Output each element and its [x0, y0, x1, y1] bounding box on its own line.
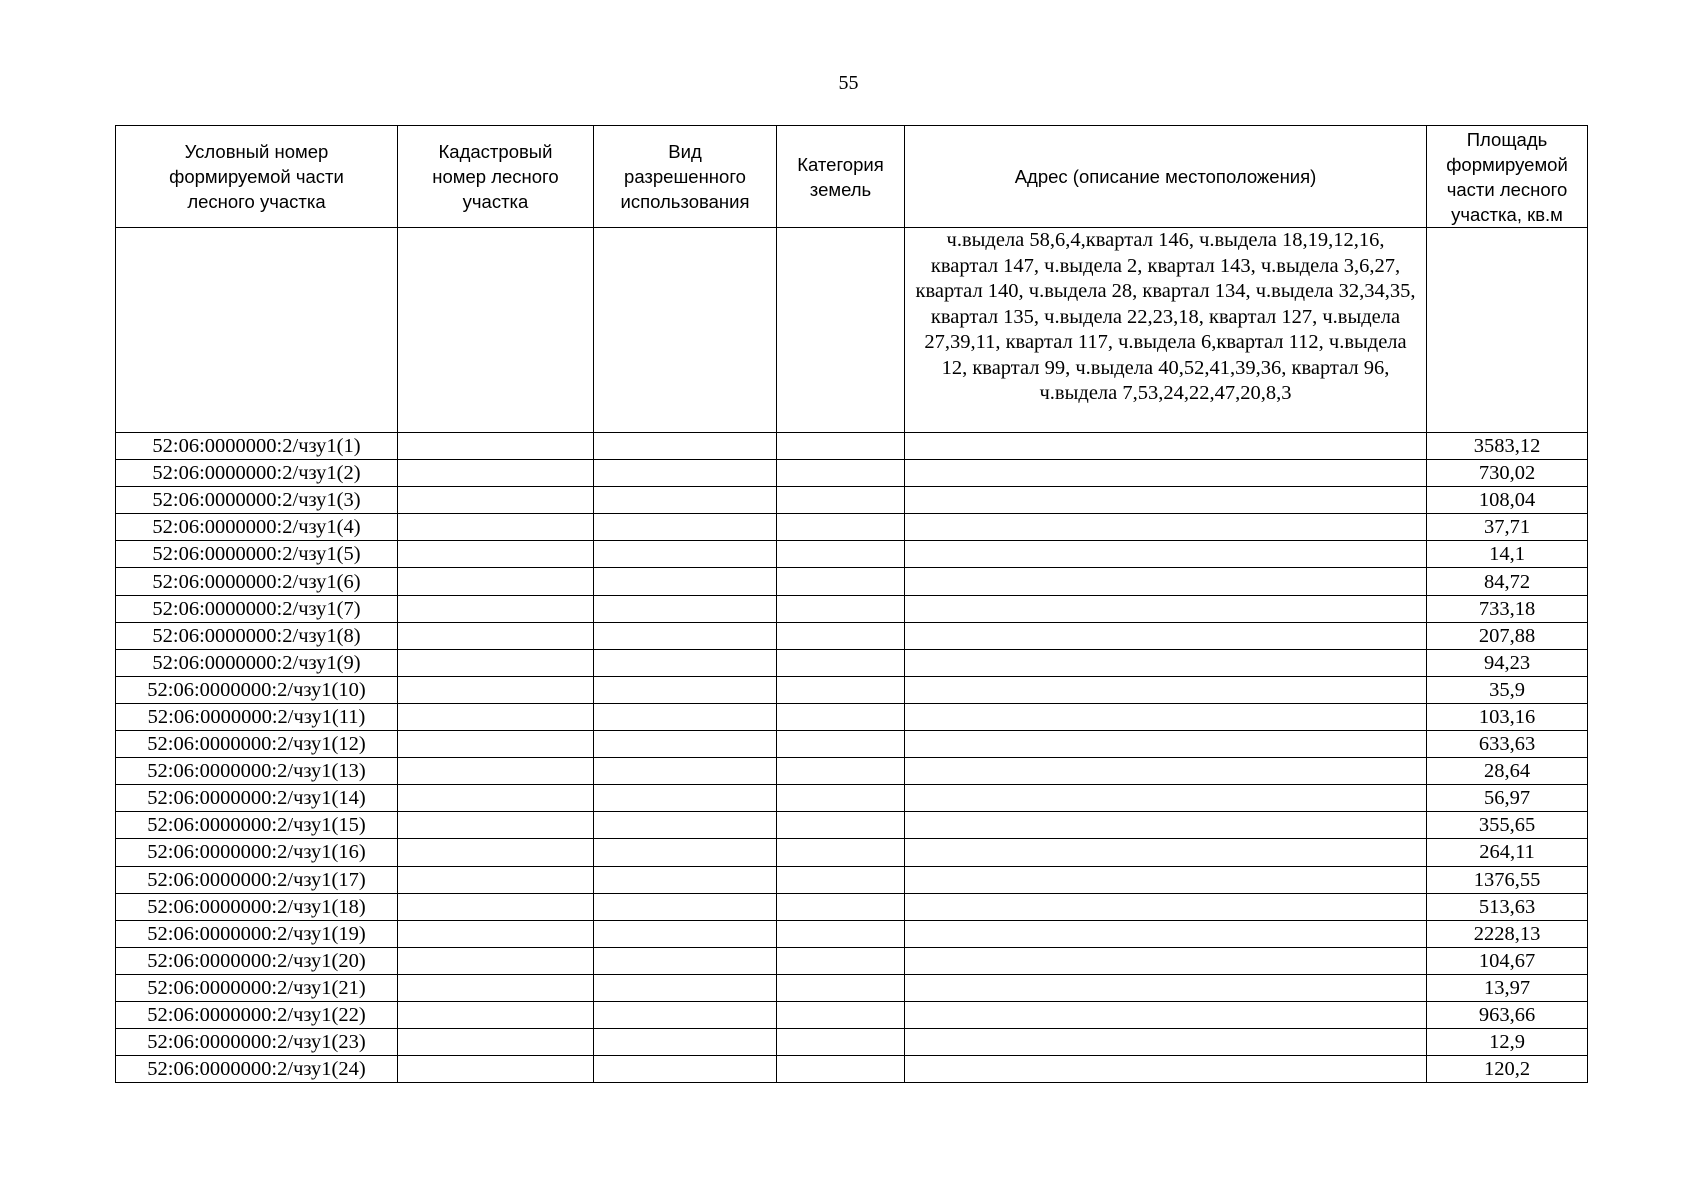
- table-cell: [594, 228, 777, 433]
- table-cell: [398, 514, 594, 541]
- table-cell: [398, 703, 594, 730]
- table-cell: [777, 1029, 905, 1056]
- table-cell: [777, 622, 905, 649]
- table-cell: [594, 460, 777, 487]
- parcel-number-cell: 52:06:0000000:2/чзу1(12): [116, 731, 398, 758]
- area-cell: 12,9: [1427, 1029, 1588, 1056]
- parcel-number-cell: 52:06:0000000:2/чзу1(2): [116, 460, 398, 487]
- area-cell: 2228,13: [1427, 920, 1588, 947]
- table-row: [116, 812, 1588, 839]
- table-cell: [777, 1056, 905, 1083]
- area-cell: 103,16: [1427, 703, 1588, 730]
- parcel-number-cell: 52:06:0000000:2/чзу1(9): [116, 649, 398, 676]
- parcel-number-cell: 52:06:0000000:2/чзу1(22): [116, 1001, 398, 1028]
- table-cell: [905, 460, 1427, 487]
- table-row: [116, 514, 1588, 541]
- table-cell: [398, 893, 594, 920]
- table-cell: [777, 758, 905, 785]
- area-cell: 730,02: [1427, 460, 1588, 487]
- table-cell: [398, 622, 594, 649]
- table-row: [116, 433, 1588, 460]
- area-cell: 120,2: [1427, 1056, 1588, 1083]
- address-continuation-row: [116, 228, 1588, 433]
- parcel-number-cell: 52:06:0000000:2/чзу1(16): [116, 839, 398, 866]
- table-cell: [777, 676, 905, 703]
- parcel-number-cell: 52:06:0000000:2/чзу1(24): [116, 1056, 398, 1083]
- table-cell: [1427, 228, 1588, 433]
- table-cell: [594, 433, 777, 460]
- table-cell: [777, 514, 905, 541]
- area-cell: 355,65: [1427, 812, 1588, 839]
- address-text: ч.выдела 58,6,4,квартал 146, ч.выдела 18,19,12,16, квартал 147, ч.выдела 2, квартал 143, ч.выдела 3,6,27, квартал 140, ч.выдела 28, квартал 134, ч.выдела 32,34,35, квартал 135, ч.выдела 22,23,18, квартал 127, ч.выдела 27,39,11, квартал 117, ч.выдела 6,квартал 112, ч.выдела 12, квартал 99, ч.выдела 40,52,41,39,36, квартал 96, ч.выдела 7,53,24,22,47,20,8,3: [915, 229, 1416, 404]
- table-cell: [398, 541, 594, 568]
- area-cell: 13,97: [1427, 974, 1588, 1001]
- table-row: [116, 866, 1588, 893]
- table-cell: [905, 893, 1427, 920]
- parcel-number-cell: 52:06:0000000:2/чзу1(19): [116, 920, 398, 947]
- parcel-number-cell: 52:06:0000000:2/чзу1(23): [116, 1029, 398, 1056]
- table-cell: [905, 839, 1427, 866]
- parcel-number-cell: 52:06:0000000:2/чзу1(11): [116, 703, 398, 730]
- table-cell: [398, 595, 594, 622]
- table-cell: [777, 839, 905, 866]
- table-cell: [398, 1056, 594, 1083]
- table-cell: [594, 487, 777, 514]
- table-cell: [398, 1029, 594, 1056]
- table-cell: [905, 433, 1427, 460]
- table-cell: [905, 622, 1427, 649]
- parcel-number-cell: 52:06:0000000:2/чзу1(18): [116, 893, 398, 920]
- area-cell: 3583,12: [1427, 433, 1588, 460]
- table-cell: [777, 487, 905, 514]
- table-cell: [398, 866, 594, 893]
- table-row: [116, 568, 1588, 595]
- table-cell: [905, 649, 1427, 676]
- parcel-number-cell: 52:06:0000000:2/чзу1(21): [116, 974, 398, 1001]
- table-cell: [905, 758, 1427, 785]
- table-cell: [905, 595, 1427, 622]
- table-cell: [594, 812, 777, 839]
- table-cell: [777, 460, 905, 487]
- table-cell: [905, 487, 1427, 514]
- table-row: [116, 487, 1588, 514]
- table-cell: [398, 920, 594, 947]
- table-cell: [905, 731, 1427, 758]
- table-cell: [398, 460, 594, 487]
- table-cell: [398, 568, 594, 595]
- parcel-number-cell: 52:06:0000000:2/чзу1(6): [116, 568, 398, 595]
- area-cell: 733,18: [1427, 595, 1588, 622]
- table-cell: [777, 866, 905, 893]
- table-cell: [777, 785, 905, 812]
- area-cell: 35,9: [1427, 676, 1588, 703]
- page-number: 55: [838, 72, 859, 94]
- table-cell: [905, 920, 1427, 947]
- table-cell: [777, 703, 905, 730]
- table-cell: [594, 785, 777, 812]
- parcel-number-cell: 52:06:0000000:2/чзу1(20): [116, 947, 398, 974]
- table-row: [116, 460, 1588, 487]
- table-cell: [777, 812, 905, 839]
- table-header-row: [116, 126, 1588, 228]
- table-cell: [905, 947, 1427, 974]
- table-cell: [594, 595, 777, 622]
- table-row: [116, 1001, 1588, 1028]
- area-cell: 28,64: [1427, 758, 1588, 785]
- land-parcel-table: [115, 125, 1588, 1083]
- table-row: [116, 758, 1588, 785]
- header-cadastral-number: Кадастровый номер лесного участка: [398, 126, 594, 228]
- table-cell: [398, 947, 594, 974]
- table-row: [116, 541, 1588, 568]
- table-cell: [905, 514, 1427, 541]
- parcel-number-cell: 52:06:0000000:2/чзу1(13): [116, 758, 398, 785]
- header-address: Адрес (описание местоположения): [905, 126, 1427, 228]
- address-cell: [905, 228, 1427, 433]
- table-cell: [594, 568, 777, 595]
- table-row: [116, 947, 1588, 974]
- table-cell: [398, 1001, 594, 1028]
- table-cell: [398, 974, 594, 1001]
- table-cell: [777, 228, 905, 433]
- table-cell: [594, 947, 777, 974]
- table-row: [116, 731, 1588, 758]
- table-row: [116, 1056, 1588, 1083]
- area-cell: 513,63: [1427, 893, 1588, 920]
- area-cell: 56,97: [1427, 785, 1588, 812]
- table-cell: [905, 568, 1427, 595]
- table-cell: [777, 541, 905, 568]
- parcel-number-cell: 52:06:0000000:2/чзу1(15): [116, 812, 398, 839]
- table-cell: [777, 433, 905, 460]
- parcel-number-cell: 52:06:0000000:2/чзу1(7): [116, 595, 398, 622]
- table-cell: [398, 839, 594, 866]
- table-row: [116, 622, 1588, 649]
- table-cell: [594, 1029, 777, 1056]
- area-cell: 84,72: [1427, 568, 1588, 595]
- table-cell: [594, 731, 777, 758]
- table-cell: [398, 812, 594, 839]
- header-land-category: Категория земель: [777, 126, 905, 228]
- table-cell: [398, 676, 594, 703]
- table-cell: [594, 758, 777, 785]
- parcel-number-cell: 52:06:0000000:2/чзу1(8): [116, 622, 398, 649]
- header-permitted-use: Вид разрешенного использования: [594, 126, 777, 228]
- table-cell: [777, 947, 905, 974]
- table-cell: [398, 785, 594, 812]
- table-cell: [594, 974, 777, 1001]
- table-row: [116, 676, 1588, 703]
- area-cell: 104,67: [1427, 947, 1588, 974]
- area-cell: 963,66: [1427, 1001, 1588, 1028]
- table-cell: [398, 731, 594, 758]
- table-cell: [777, 595, 905, 622]
- parcel-number-cell: 52:06:0000000:2/чзу1(17): [116, 866, 398, 893]
- table-cell: [594, 703, 777, 730]
- table-cell: [777, 568, 905, 595]
- table-cell: [777, 974, 905, 1001]
- table-row: [116, 1029, 1588, 1056]
- table-row: [116, 703, 1588, 730]
- area-cell: 14,1: [1427, 541, 1588, 568]
- table-cell: [594, 1056, 777, 1083]
- table-cell: [905, 1056, 1427, 1083]
- table-cell: [594, 839, 777, 866]
- parcel-number-cell: 52:06:0000000:2/чзу1(5): [116, 541, 398, 568]
- table-cell: [905, 676, 1427, 703]
- area-cell: 633,63: [1427, 731, 1588, 758]
- table-cell: [594, 1001, 777, 1028]
- table-cell: [777, 649, 905, 676]
- area-cell: 207,88: [1427, 622, 1588, 649]
- table-row: [116, 920, 1588, 947]
- table-row: [116, 785, 1588, 812]
- parcel-number-cell: 52:06:0000000:2/чзу1(3): [116, 487, 398, 514]
- table-cell: [594, 866, 777, 893]
- table-cell: [777, 1001, 905, 1028]
- table-cell: [905, 812, 1427, 839]
- table-cell: [594, 920, 777, 947]
- table-cell: [777, 893, 905, 920]
- table-cell: [594, 676, 777, 703]
- area-cell: 108,04: [1427, 487, 1588, 514]
- table-cell: [905, 703, 1427, 730]
- table-cell: [398, 433, 594, 460]
- table-cell: [398, 758, 594, 785]
- table-cell: [905, 1029, 1427, 1056]
- area-cell: 37,71: [1427, 514, 1588, 541]
- table-cell: [398, 487, 594, 514]
- table-cell: [777, 920, 905, 947]
- parcel-number-cell: 52:06:0000000:2/чзу1(4): [116, 514, 398, 541]
- parcel-number-cell: 52:06:0000000:2/чзу1(1): [116, 433, 398, 460]
- header-conditional-number: Условный номер формируемой части лесного участка: [116, 126, 398, 228]
- header-area: Площадь формируемой части лесного участка, кв.м: [1427, 126, 1588, 228]
- parcel-number-cell: 52:06:0000000:2/чзу1(10): [116, 676, 398, 703]
- table-cell: [594, 541, 777, 568]
- parcel-number-cell: 52:06:0000000:2/чзу1(14): [116, 785, 398, 812]
- table-cell: [594, 649, 777, 676]
- table-cell: [905, 974, 1427, 1001]
- table-row: [116, 974, 1588, 1001]
- table-cell: [777, 731, 905, 758]
- table-cell: [594, 514, 777, 541]
- table-row: [116, 839, 1588, 866]
- table-row: [116, 649, 1588, 676]
- table-cell: [398, 228, 594, 433]
- table-row: [116, 595, 1588, 622]
- table-cell: [905, 1001, 1427, 1028]
- table-cell: [905, 541, 1427, 568]
- table-cell: [905, 866, 1427, 893]
- table-cell: [594, 893, 777, 920]
- table-row: [116, 893, 1588, 920]
- area-cell: 264,11: [1427, 839, 1588, 866]
- table-cell: [116, 228, 398, 433]
- table-cell: [398, 649, 594, 676]
- table-cell: [594, 622, 777, 649]
- area-cell: 94,23: [1427, 649, 1588, 676]
- area-cell: 1376,55: [1427, 866, 1588, 893]
- table-cell: [905, 785, 1427, 812]
